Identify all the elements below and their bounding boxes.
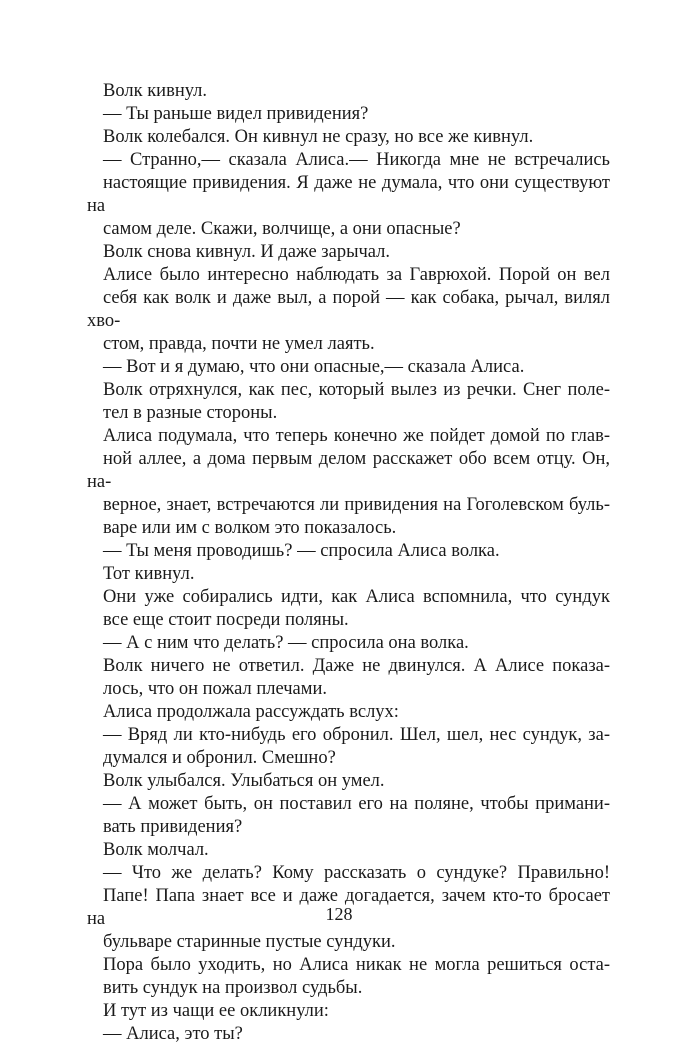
paragraph: [87, 770, 610, 793]
paragraph: [87, 655, 610, 701]
paragraph: [87, 701, 610, 724]
text-line: варе или им с волком это показалось.: [103, 518, 397, 538]
paragraph: [87, 632, 610, 655]
paragraph: [87, 103, 610, 126]
text-line: Волк отряхнулся, как пес, который вылез из речки. Снег поле-: [103, 380, 610, 400]
paragraph: [87, 586, 610, 632]
paragraph: [87, 264, 610, 356]
text-line: Алисе было интересно наблюдать за Гаврюхой. Порой он вел: [103, 265, 610, 285]
paragraph: [87, 356, 610, 379]
paragraph: [87, 149, 610, 241]
text-line: стом, правда, почти не умел лаять.: [103, 334, 375, 354]
text-line: — Вряд ли кто-нибудь его обронил. Шел, шел, нес сундук, за-: [103, 725, 610, 745]
text-line: Волк ничего не ответил. Даже не двинулся. А Алисе показа-: [103, 656, 610, 676]
text-line: И тут из чащи ее окликнули:: [103, 1001, 329, 1021]
paragraph: [87, 241, 610, 264]
text-line: настоящие привидения. Я даже не думала, что они существуют на: [87, 173, 610, 216]
page-number: 128: [325, 904, 353, 924]
text-line: лось, что он пожал плечами.: [103, 679, 327, 699]
text-line: себя как волк и даже выл, а порой — как собака, рычал, вилял хво-: [87, 288, 610, 331]
text-line: Волк кивнул.: [103, 81, 208, 101]
paragraph: [87, 126, 610, 149]
text-line: Пора было уходить, но Алиса никак не могла решиться оста-: [103, 955, 610, 975]
text-line: Волк снова кивнул. И даже зарычал.: [103, 242, 391, 262]
text-line: Волк колебался. Он кивнул не сразу, но все же кивнул.: [103, 127, 534, 147]
text-line: Алиса продолжала рассуждать вслух:: [103, 702, 399, 722]
paragraph: [87, 425, 610, 540]
paragraph: [87, 839, 610, 862]
text-line: — Алиса, это ты?: [103, 1024, 243, 1044]
paragraph: [87, 724, 610, 770]
text-line: — А с ним что делать? — спросила она волка.: [103, 633, 469, 653]
text-line: — Ты меня проводишь? — спросила Алиса волка.: [103, 541, 500, 561]
text-line: Волк молчал.: [103, 840, 209, 860]
text-line: все еще стоит посреди поляны.: [103, 610, 349, 630]
text-line: верное, знает, встречаются ли привидения на Гоголевском буль-: [103, 495, 610, 515]
page-text-block: [87, 80, 610, 1046]
text-line: вать привидения?: [103, 817, 243, 837]
text-line: — Что же делать? Кому рассказать о сундуке? Правильно!: [103, 863, 610, 883]
text-line: Алиса подумала, что теперь конечно же пойдет домой по глав-: [103, 426, 610, 446]
text-line: — Странно,— сказала Алиса.— Никогда мне не встречались: [103, 150, 610, 170]
text-line: — А может быть, он поставил его на поляне, чтобы примани-: [103, 794, 610, 814]
text-line: Они уже собирались идти, как Алиса вспомнила, что сундук: [103, 587, 610, 607]
paragraph: [87, 540, 610, 563]
text-line: тел в разные стороны.: [103, 403, 278, 423]
paragraph: [87, 1023, 610, 1046]
text-line: бульваре старинные пустые сундуки.: [103, 932, 396, 952]
paragraph: [87, 954, 610, 1000]
text-line: думался и обронил. Смешно?: [103, 748, 336, 768]
paragraph: [87, 80, 610, 103]
text-line: ной аллее, а дома первым делом расскажет обо всем отцу. Он, на-: [87, 449, 610, 492]
paragraph: [87, 379, 610, 425]
text-line: Папе! Папа знает все и даже догадается, зачем кто-то бросает на: [87, 886, 610, 929]
paragraph: [87, 793, 610, 839]
text-line: Тот кивнул.: [103, 564, 195, 584]
paragraph: [87, 563, 610, 586]
paragraph: [87, 1000, 610, 1023]
text-line: Волк улыбался. Улыбаться он умел.: [103, 771, 385, 791]
text-line: — Ты раньше видел привидения?: [103, 104, 369, 124]
text-line: самом деле. Скажи, волчище, а они опасные?: [103, 219, 461, 239]
text-line: — Вот и я думаю, что они опасные,— сказала Алиса.: [103, 357, 525, 377]
text-line: вить сундук на произвол судьбы.: [103, 978, 363, 998]
